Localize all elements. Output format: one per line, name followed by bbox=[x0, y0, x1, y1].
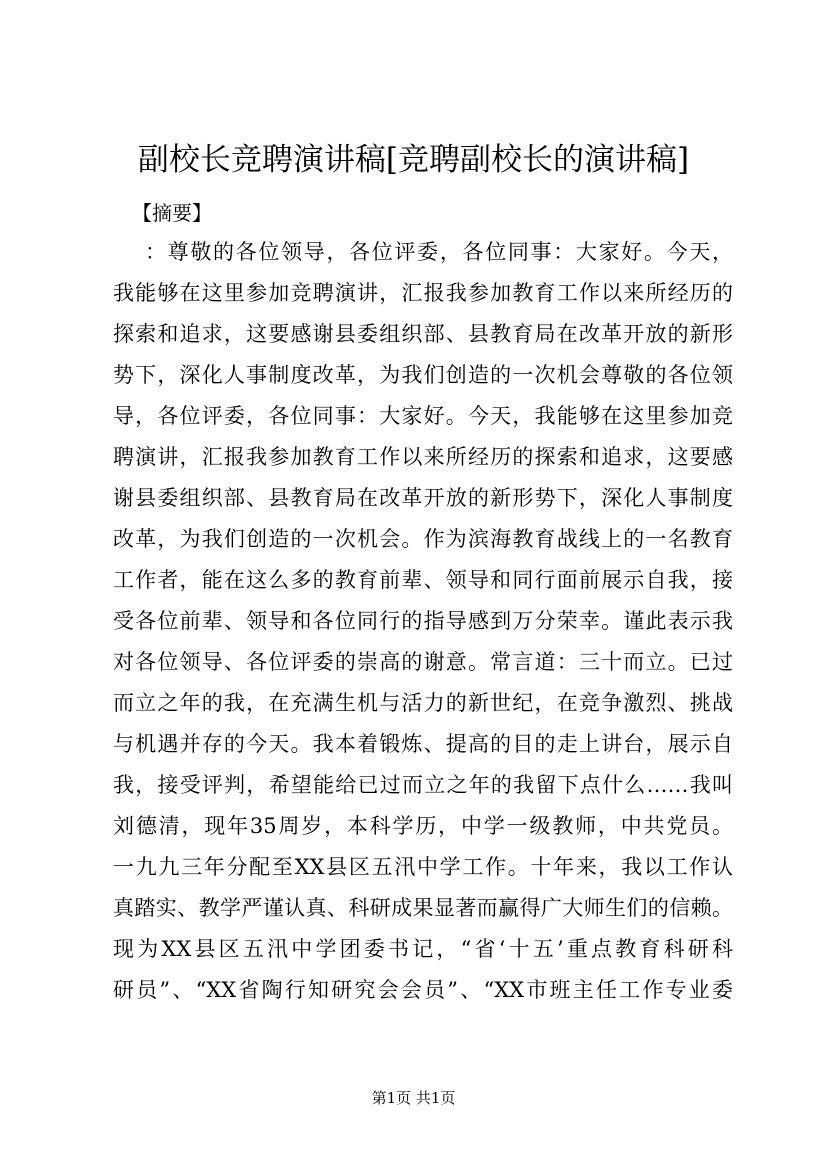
body-line: 现为XX县区五汛中学团委书记，“省‘十五’重点教育科研科 bbox=[113, 937, 733, 961]
page-footer bbox=[0, 1087, 827, 1109]
document-title: 副校长竞聘演讲稿[竞聘副校长的演讲稿] bbox=[137, 142, 690, 178]
body-line: 一九九三年分配至XX县区五汛中学工作。十年来，我以工作认 bbox=[113, 855, 733, 879]
body-line: 与机遇并存的今天。我本着锻炼、提高的目的走上讲台，展示自 bbox=[113, 732, 733, 756]
page-number: 第1页 共1页 bbox=[371, 1089, 456, 1107]
body-text bbox=[113, 232, 733, 1011]
abstract-label: 【摘要】 bbox=[132, 201, 212, 225]
body-line: 对各位领导、各位评委的崇高的谢意。常言道：三十而立。已过 bbox=[113, 650, 733, 674]
body-line: 导，各位评委，各位同事：大家好。今天，我能够在这里参加竞 bbox=[113, 404, 733, 428]
body-line: 谢县委组织部、县教育局在改革开放的新形势下，深化人事制度 bbox=[113, 486, 733, 510]
body-line: 聘演讲，汇报我参加教育工作以来所经历的探索和追求，这要感 bbox=[113, 445, 733, 469]
body-line: 真踏实、教学严谨认真、科研成果显著而赢得广大师生们的信赖。 bbox=[113, 896, 733, 920]
body-line: 受各位前辈、领导和各位同行的指导感到万分荣幸。谨此表示我 bbox=[113, 609, 733, 633]
body-line: 改革，为我们创造的一次机会。作为滨海教育战线上的一名教育 bbox=[113, 527, 733, 551]
body-line: 我，接受评判，希望能给已过而立之年的我留下点什么……我叫 bbox=[113, 773, 733, 797]
body-line: 刘德清，现年35周岁，本科学历，中学一级教师，中共党员。 bbox=[113, 814, 733, 838]
body-line: 势下，深化人事制度改革，为我们创造的一次机会尊敬的各位领 bbox=[113, 363, 733, 387]
body-line: 研员”、“XX省陶行知研究会会员”、“XX市班主任工作专业委 bbox=[113, 978, 733, 1002]
body-line: 而立之年的我，在充满生机与活力的新世纪，在竞争激烈、挑战 bbox=[113, 691, 733, 715]
body-line: 我能够在这里参加竞聘演讲，汇报我参加教育工作以来所经历的 bbox=[113, 281, 733, 305]
body-line: 探索和追求，这要感谢县委组织部、县教育局在改革开放的新形 bbox=[113, 322, 733, 346]
body-line: 工作者，能在这么多的教育前辈、领导和同行面前展示自我，接 bbox=[113, 568, 733, 592]
body-line: ：尊敬的各位领导，各位评委，各位同事：大家好。今天， bbox=[145, 240, 733, 264]
